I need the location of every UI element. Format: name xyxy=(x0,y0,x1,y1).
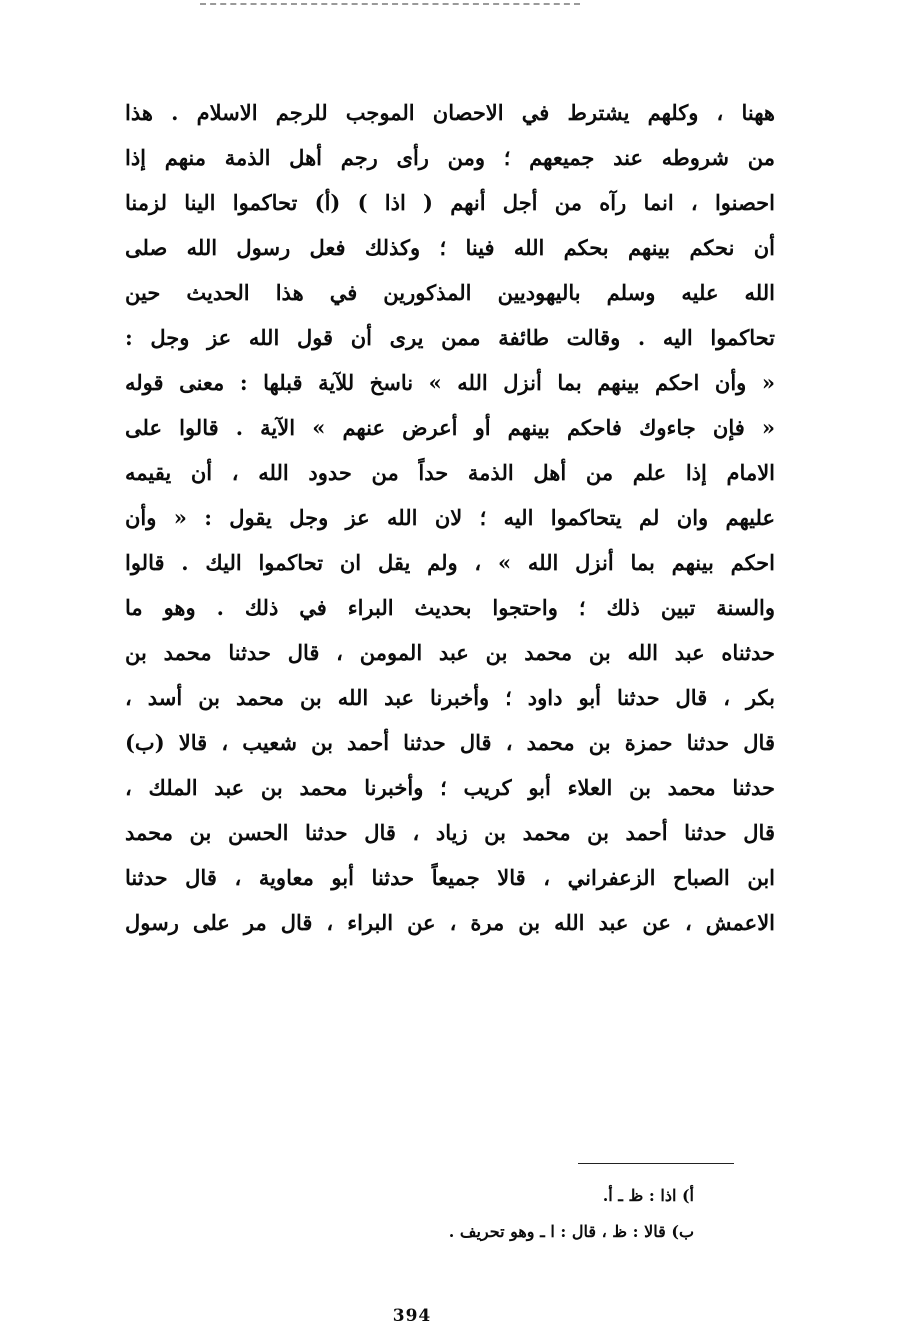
text-line: الامام إذا علم من أهل الذمة حداً من حدود الله ، أن يقيمه xyxy=(125,460,775,485)
text-line: احصنوا ، انما رآه من أجل أنهم ( اذا ) (أ) تحاكموا الينا لزمنا xyxy=(125,190,775,215)
footnotes xyxy=(294,1178,694,1250)
text-line: احكم بينهم بما أنزل الله » ، ولم يقل ان تحاكموا اليك . قالوا xyxy=(125,550,775,575)
text-line: حدثنا محمد بن العلاء أبو كريب ؛ وأخبرنا محمد بن عبد الملك ، xyxy=(125,775,775,800)
text-line: حدثناه عبد الله بن محمد بن عبد المومن ، قال حدثنا محمد بن xyxy=(125,640,775,665)
text-line: أن نحكم بينهم بحكم الله فينا ؛ وكذلك فعل رسول الله صلى xyxy=(125,235,775,260)
text-line: بكر ، قال حدثنا أبو داود ؛ وأخبرنا عبد الله بن محمد بن أسد ، xyxy=(125,685,775,710)
text-line: « وأن احكم بينهم بما أنزل الله » ناسخ للآية قبلها : معنى قوله xyxy=(125,370,775,395)
text-line: والسنة تبين ذلك ؛ واحتجوا بحديث البراء في ذلك . وهو ما xyxy=(125,595,775,620)
footnote-separator xyxy=(578,1163,734,1164)
text-line: قال حدثنا حمزة بن محمد ، قال حدثنا أحمد بن شعيب ، قالا (ب) xyxy=(125,730,775,755)
text-line: ههنا ، وكلهم يشترط في الاحصان الموجب للرجم الاسلام . هذا xyxy=(125,100,775,125)
footnote-a: أ) اذا : ظ ـ أ. xyxy=(602,1186,694,1205)
text-line: قال حدثنا أحمد بن محمد بن زياد ، قال حدثنا الحسن بن محمد xyxy=(125,820,775,845)
scan-edge-marks xyxy=(200,3,580,5)
text-line: تحاكموا اليه . وقالت طائفة ممن يرى أن قول الله عز وجل : xyxy=(125,325,775,350)
text-line: من شروطه عند جميعهم ؛ ومن رأى رجم أهل الذمة منهم إذا xyxy=(125,145,775,170)
page-number: 394 xyxy=(392,1306,432,1326)
text-line: الاعمش ، عن عبد الله بن مرة ، عن البراء ، قال مر على رسول xyxy=(125,910,775,935)
text-line: الله عليه وسلم باليهوديين المذكورين في هذا الحديث حين xyxy=(125,280,775,305)
text-line: « فإن جاءوك فاحكم بينهم أو أعرض عنهم » الآية . قالوا على xyxy=(125,415,775,440)
text-line: عليهم وان لم يتحاكموا اليه ؛ لان الله عز وجل يقول : « وأن xyxy=(125,505,775,530)
footnote-b: ب) قالا : ظ ، قال : ا ـ وهو تحريف . xyxy=(448,1222,694,1241)
main-text-block xyxy=(125,90,775,945)
text-line: ابن الصباح الزعفراني ، قالا جميعاً حدثنا أبو معاوية ، قال حدثنا xyxy=(125,865,775,890)
